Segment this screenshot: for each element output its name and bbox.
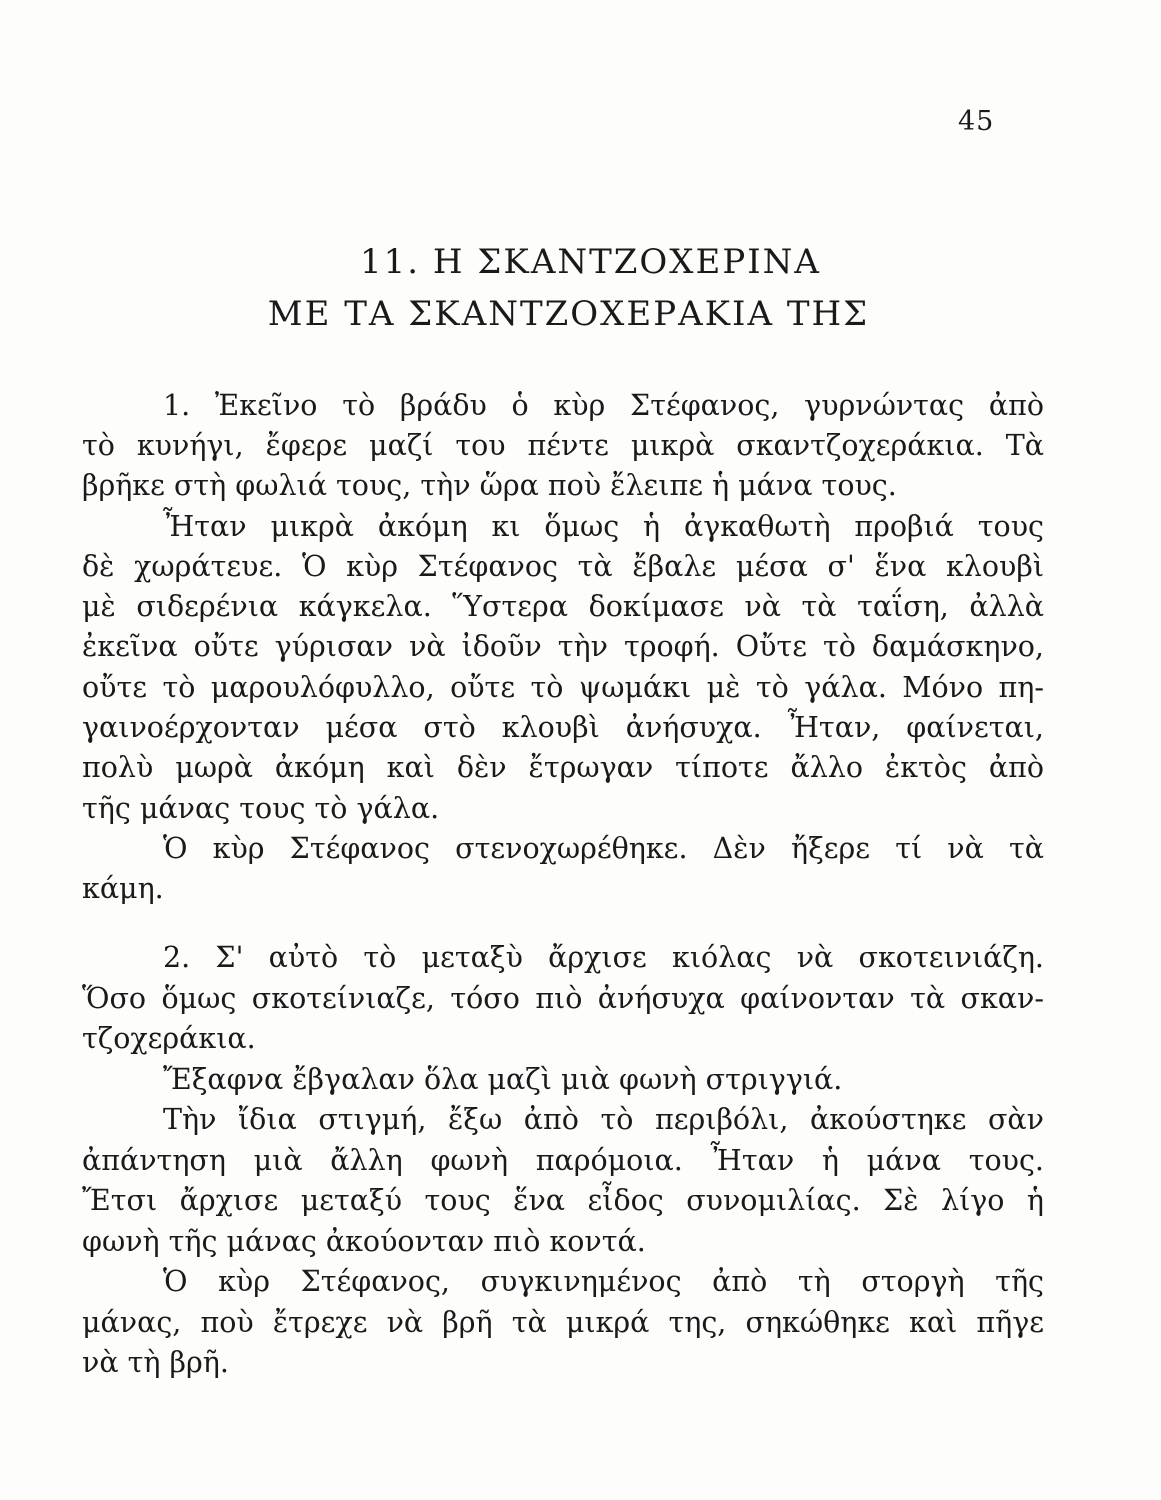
- text-line: Ἦταν μικρὰ ἀκόμη κι ὅμως ἡ ἀγκαθωτὴ προβιά τους: [163, 510, 1044, 543]
- text-line: τζοχεράκια.: [82, 1022, 256, 1055]
- text-line: γαινοέρχονταν μέσα στὸ κλουβὶ ἀνήσυχα. Ἦταν, φαίνεται,: [82, 711, 1044, 744]
- page-number: 45: [958, 106, 995, 137]
- text-line: 1. Ἐκεῖνο τὸ βράδυ ὁ κὺρ Στέφανος, γυρνώντας ἀπὸ: [163, 389, 1044, 422]
- text-line: Τὴν ἴδια στιγμή, ἔξω ἀπὸ τὸ περιβόλι, ἀκούστηκε σὰν: [163, 1103, 1044, 1136]
- text-line: δὲ χωράτευε. Ὁ κὺρ Στέφανος τὰ ἔβαλε μέσα σ' ἕνα κλουβὶ: [82, 550, 1044, 583]
- text-line: ἐκεῖνα οὔτε γύρισαν νὰ ἰδοῦν τὴν τροφή. Οὔτε τὸ δαμάσκηνο,: [82, 630, 1044, 663]
- text-line: τῆς μάνας τους τὸ γάλα.: [82, 792, 440, 825]
- text-line: νὰ τὴ βρῆ.: [82, 1346, 229, 1379]
- chapter-title-line-1: 11. Η ΣΚΑΝΤΖΟΧΕΡΙΝΑ: [360, 242, 821, 282]
- text-line: μὲ σιδερένια κάγκελα. Ὕστερα δοκίμασε νὰ τὰ ταΐση, ἀλλὰ: [82, 590, 1044, 623]
- text-line: πολὺ μωρὰ ἀκόμη καὶ δὲν ἔτρωγαν τίποτε ἄλλο ἐκτὸς ἀπὸ: [82, 751, 1044, 784]
- text-line: φωνὴ τῆς μάνας ἀκούονταν πιὸ κοντά.: [82, 1225, 646, 1258]
- text-line: μάνας, ποὺ ἔτρεχε νὰ βρῆ τὰ μικρά της, σηκώθηκε καὶ πῆγε: [82, 1306, 1044, 1339]
- text-line: Ἔτσι ἄρχισε μεταξύ τους ἕνα εἶδος συνομιλίας. Σὲ λίγο ἡ: [82, 1184, 1044, 1217]
- text-line: 2. Σ' αὐτὸ τὸ μεταξὺ ἄρχισε κιόλας νὰ σκοτεινιάζη.: [163, 941, 1044, 974]
- text-line: Ἔξαφνα ἔβγαλαν ὅλα μαζὶ μιὰ φωνὴ στριγγιά.: [163, 1063, 843, 1096]
- chapter-title-line-2: ΜΕ ΤΑ ΣΚΑΝΤΖΟΧΕΡΑΚΙΑ ΤΗΣ: [267, 294, 870, 334]
- text-line: Ὁ κὺρ Στέφανος, συγκινημένος ἀπὸ τὴ στοργὴ τῆς: [163, 1265, 1044, 1298]
- text-line: βρῆκε στὴ φωλιά τους, τὴν ὥρα ποὺ ἔλειπε ἡ μάνα τους.: [82, 469, 897, 502]
- text-line: κάμη.: [82, 872, 164, 905]
- text-line: Ὁ κὺρ Στέφανος στενοχωρέθηκε. Δὲν ἤξερε τί νὰ τὰ: [163, 832, 1044, 865]
- text-line: οὔτε τὸ μαρουλόφυλλο, οὔτε τὸ ψωμάκι μὲ τὸ γάλα. Μόνο πη-: [82, 671, 1044, 704]
- text-line: Ὅσο ὅμως σκοτείνιαζε, τόσο πιὸ ἀνήσυχα φαίνονταν τὰ σκαν-: [82, 982, 1044, 1015]
- text-line: τὸ κυνήγι, ἔφερε μαζί του πέντε μικρὰ σκαντζοχεράκια. Τὰ: [82, 429, 1044, 462]
- text-line: ἀπάντηση μιὰ ἄλλη φωνὴ παρόμοια. Ἦταν ἡ μάνα τους.: [82, 1144, 1044, 1177]
